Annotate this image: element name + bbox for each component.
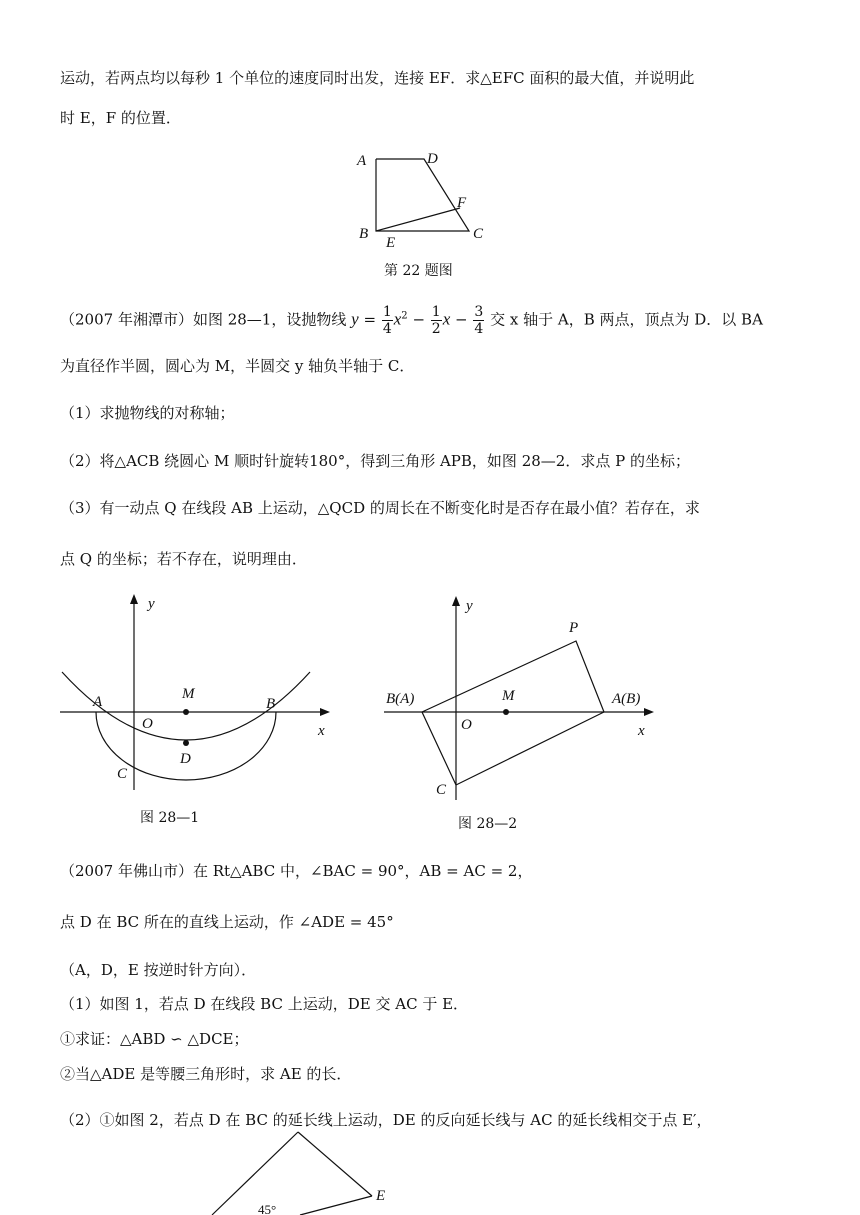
label-angle-45: 45° (258, 1202, 277, 1215)
label-f: F (457, 195, 467, 211)
foshan-line6: ②当△ADE 是等腰三角形时，求 AE 的长． (60, 1065, 352, 1083)
foshan-line4: （1）如图 1，若点 D 在线段 BC 上运动，DE 交 AC 于 E． (60, 995, 469, 1013)
label-ba: B(A) (386, 691, 415, 707)
label-m1: M (182, 686, 195, 702)
fraction-3-4: $\frac{3}{4}$ (474, 304, 484, 337)
label-c2: C (436, 782, 447, 798)
label-x2: x (638, 723, 645, 739)
problem22-text-line2: 时 E，F 的位置． (60, 109, 181, 127)
foshan-line3: （A，D，E 按逆时针方向）． (60, 961, 257, 979)
segment-left (212, 1132, 298, 1215)
label-o1: O (142, 716, 153, 732)
foshan-line5: ①求证：△ABD ∽ △DCE； (60, 1030, 249, 1048)
segment-de (300, 1196, 372, 1215)
foshan-line1: （2007 年佛山市）在 Rt△ABC 中，∠BAC = 90°，AB = AC = 2， (60, 862, 533, 880)
segment-right (298, 1132, 372, 1196)
label-o2: O (461, 717, 472, 733)
xiangtan-q3a: （3）有一动点 Q 在线段 AB 上运动，△QCD 的周长在不断变化时是否存在最小值？若存在，求 (60, 499, 700, 517)
label-c1: C (117, 766, 128, 782)
label-b1: B (266, 696, 276, 712)
fraction-1-4: $\frac{1}{4}$ (382, 304, 392, 337)
label-a: A (357, 153, 367, 169)
label-ab: A(B) (612, 691, 641, 707)
label-d1: D (180, 751, 191, 767)
label-a1: A (93, 694, 103, 710)
label-p2: P (569, 620, 579, 636)
foshan-line2: 点 D 在 BC 所在的直线上运动，作 ∠ADE = 45° (60, 913, 394, 931)
figure-28-2-caption: 图 28—2 (458, 816, 518, 832)
label-x1: x (318, 723, 325, 739)
problem22-text-line1: 运动，若两点均以每秒 1 个单位的速度同时出发，连接 EF．求△EFC 面积的最大值，并说明此 (60, 69, 695, 87)
label-e-fig2: E (376, 1188, 386, 1204)
xiangtan-q2: （2）将△ACB 绕圆心 M 顺时针旋转180°，得到三角形 APB，如图 28—2．求点 P 的坐标； (60, 452, 690, 470)
label-d: D (427, 151, 438, 167)
xiangtan-line2: 为直径作半圆，圆心为 M，半圆交 y 轴负半轴于 C． (60, 357, 415, 375)
label-y2: y (466, 598, 473, 614)
fraction-1-2: $\frac{1}{2}$ (431, 304, 441, 337)
xiangtan-intro: （2007 年湘潭市）如图 28—1，设抛物线 y = $\frac{1}{4}$ $x^2$ − $\frac{1}{2}$ x − $\frac{3}{4}$ 交 x 轴于 A，B 两点，顶点为 D．以 BA (60, 304, 763, 337)
label-b: B (359, 226, 369, 242)
xiangtan-q3b: 点 Q 的坐标；若不存在，说明理由． (60, 550, 307, 568)
problem22-caption: 第 22 题图 (384, 263, 453, 279)
label-y1: y (148, 596, 155, 612)
xiangtan-q1: （1）求抛物线的对称轴； (60, 404, 235, 422)
label-m2: M (502, 688, 515, 704)
label-c: C (473, 226, 484, 242)
foshan-line7: （2）①如图 2，若点 D 在 BC 的延长线上运动，DE 的反向延长线与 AC 的延长线相交于点 E′， (60, 1111, 712, 1129)
label-e: E (386, 235, 396, 251)
figure-28-1-caption: 图 28—1 (140, 810, 200, 826)
